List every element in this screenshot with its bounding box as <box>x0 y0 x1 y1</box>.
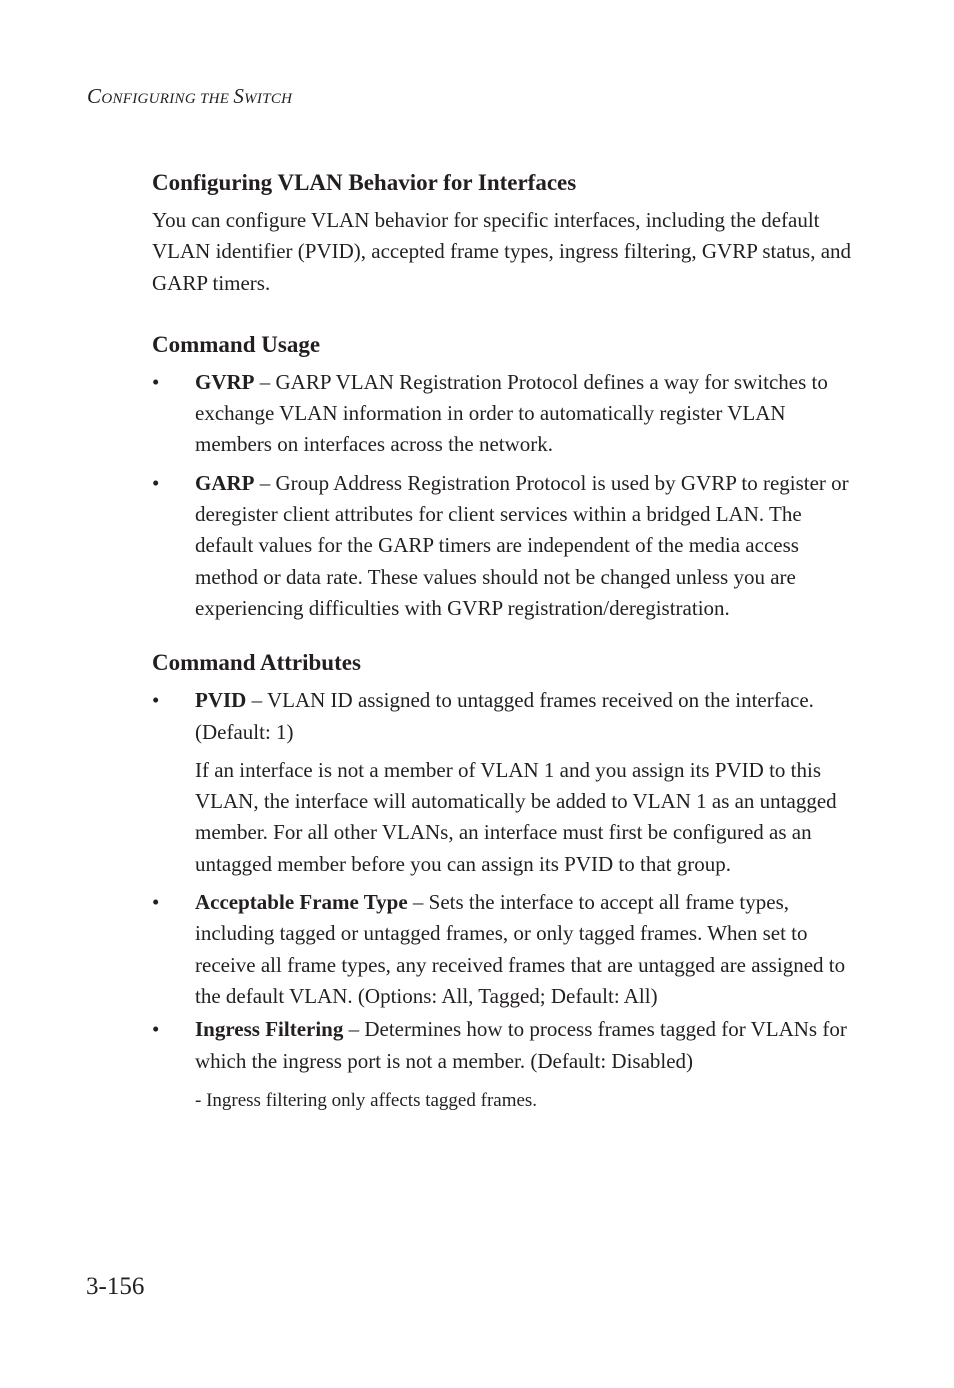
term-description: – Sets the interface to accept all frame types, including tagged or untagged frames, or only tagged frames. When set to receive all frame types, any received frames that are untagged are assigned to the default VLAN. (Options: All, Tagged; Default: All) <box>195 890 846 1008</box>
attributes-list-continued <box>152 887 852 1077</box>
bullet: • <box>152 470 160 495</box>
bullet: • <box>152 1017 160 1042</box>
term-description: – Group Address Registration Protocol is used by GVRP to register or deregister client attributes for client services within a bridged LAN. The default values for the GARP timers are independent of the media access method or data rate. These values should not be changed unless you are experiencing difficulties with GVRP registration/deregistration. <box>195 470 849 620</box>
list-item <box>152 367 852 461</box>
pvid-detail: If an interface is not a member of VLAN 1 and you assign its PVID to this VLAN, the interface will automatically be added to VLAN 1 as an untagged member. For all other VLANs, an interface must first be configured as an untagged member before you can assign its PVID to that group. <box>195 757 837 876</box>
term: Ingress Filtering <box>195 1017 344 1042</box>
running-head-text: ONFIGURING THE <box>101 91 234 107</box>
list-item <box>152 887 852 1012</box>
usage-heading: Command Usage <box>152 331 321 357</box>
term-description: – Determines how to process frames tagged for VLANs for which the ingress port is not a member. (Default: Disabled) <box>195 1017 847 1073</box>
section-title: Configuring VLAN Behavior for Interfaces <box>152 170 577 195</box>
usage-list <box>152 367 852 624</box>
term: Acceptable Frame Type <box>195 890 408 915</box>
term-description: – VLAN ID assigned to untagged frames received on the interface. (Default: 1) <box>195 688 814 744</box>
term: PVID <box>195 688 247 713</box>
bullet: • <box>152 890 160 915</box>
bullet: • <box>152 688 160 713</box>
bullet: • <box>152 369 160 394</box>
ingress-note: - Ingress filtering only affects tagged frames. <box>195 1089 538 1111</box>
attributes-list <box>152 685 852 748</box>
term: GVRP <box>195 369 255 394</box>
section-intro: You can configure VLAN behavior for specific interfaces, including the default VLAN identifier (PVID), accepted frame types, ingress filtering, GVRP status, and GARP timers. <box>152 208 852 295</box>
list-item <box>152 685 852 748</box>
running-head <box>87 84 292 109</box>
list-item <box>152 1014 852 1077</box>
running-head-cap: C <box>87 84 102 108</box>
running-head-text: WITCH <box>244 91 293 107</box>
attributes-heading: Command Attributes <box>152 650 361 676</box>
term: GARP <box>195 470 255 495</box>
running-head-cap: S <box>233 84 245 108</box>
term-description: – GARP VLAN Registration Protocol defines a way for switches to exchange VLAN information in order to automatically register VLAN members on interfaces across the network. <box>195 369 828 457</box>
page-number: 3-156 <box>86 1273 145 1300</box>
page-content <box>152 168 852 1115</box>
list-item <box>152 468 852 624</box>
